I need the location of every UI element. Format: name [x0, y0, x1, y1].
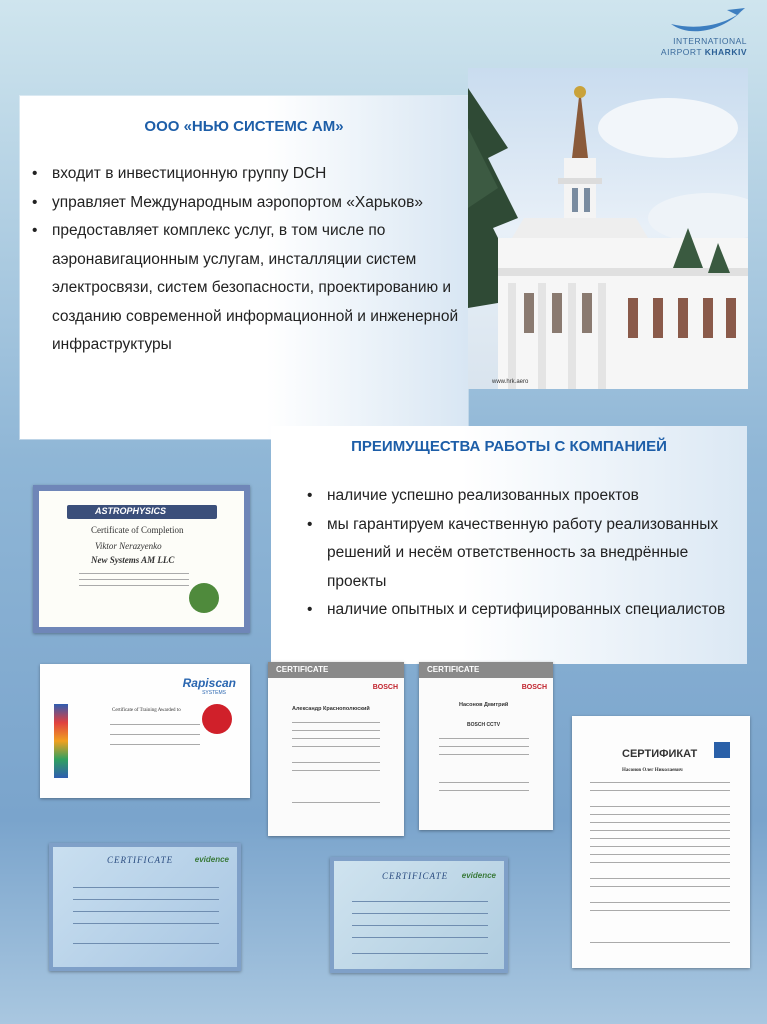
cert-header: CERTIFICATE — [427, 665, 480, 674]
certificate-bosch-2 — [419, 662, 553, 830]
seal-icon — [202, 704, 232, 734]
cert-brand: BOSCH — [521, 684, 547, 691]
advantages-panel — [271, 426, 747, 664]
photo-caption: www.hrk.aero — [492, 379, 529, 385]
company-info-panel — [20, 96, 468, 439]
cert-title: Certificate of Training Awarded to — [112, 708, 181, 713]
list-item: • наличие успешно реализованных проектов — [307, 482, 737, 511]
list-item: • предоставляет комплекс услуг, в том числе по аэронавигационным услугам, инсталляции систем электросвязи, систем безопасности, проектированию и созданию современной информационной и инженерной инфраструктуры — [32, 217, 472, 360]
certificate-astrophysics — [33, 485, 250, 633]
cert-company: New Systems AM LLC — [91, 555, 175, 565]
cert-brand: Rapiscan — [182, 676, 236, 690]
cert-title: Certificate of Completion — [91, 525, 184, 535]
cert-line: BOSCH CCTV — [467, 722, 501, 728]
cert-brand: BOSCH — [372, 684, 398, 691]
cert-title: CERTIFICATE — [382, 871, 449, 881]
list-item: • входит в инвестиционную группу DCH — [32, 160, 472, 189]
company-info-list — [32, 160, 472, 360]
cert-name: Viktor Nerazyenko — [95, 541, 162, 551]
cert-brand: evidence — [194, 855, 229, 864]
company-title: ООО «НЬЮ СИСТЕМС АМ» — [144, 118, 344, 135]
cert-name: Насонов Дмитрий — [459, 702, 509, 708]
certificate-sertifikat — [572, 716, 750, 968]
emblem-icon — [714, 742, 730, 758]
certificate-evidence-1 — [49, 843, 241, 971]
list-item: • наличие опытных и сертифицированных специалистов — [307, 596, 737, 625]
advantages-list — [307, 482, 737, 625]
cert-brand-sub: SYSTEMS — [202, 690, 226, 696]
airport-logo — [657, 6, 747, 58]
certificate-bosch-1 — [268, 662, 404, 836]
advantages-title: ПРЕИМУЩЕСТВА РАБОТЫ С КОМПАНИЕЙ — [351, 438, 667, 455]
cert-name: Насонов Олег Николаевич — [622, 768, 683, 773]
list-item: • управляет Международным аэропортом «Харьков» — [32, 189, 472, 218]
certificate-rapiscan — [40, 664, 250, 798]
cert-brand: evidence — [461, 871, 496, 880]
logo-text-line1: INTERNATIONAL — [673, 36, 747, 46]
cert-title: СЕРТИФИКАТ — [622, 748, 698, 760]
cert-name: Александр Краснополюский — [292, 706, 370, 712]
seal-icon — [189, 583, 219, 613]
cert-title: CERTIFICATE — [107, 855, 174, 865]
list-item: • мы гарантируем качественную работу реализованных решений и несём ответственность за внедрённые проекты — [307, 511, 737, 597]
cert-brand: ASTROPHYSICS — [95, 506, 167, 516]
airplane-swoosh-icon — [667, 6, 747, 36]
airport-building-photo — [468, 68, 748, 389]
cert-header: CERTIFICATE — [276, 665, 329, 674]
certificate-evidence-2 — [330, 857, 508, 973]
logo-text-line2: AIRPORT KHARKIV — [660, 47, 747, 57]
